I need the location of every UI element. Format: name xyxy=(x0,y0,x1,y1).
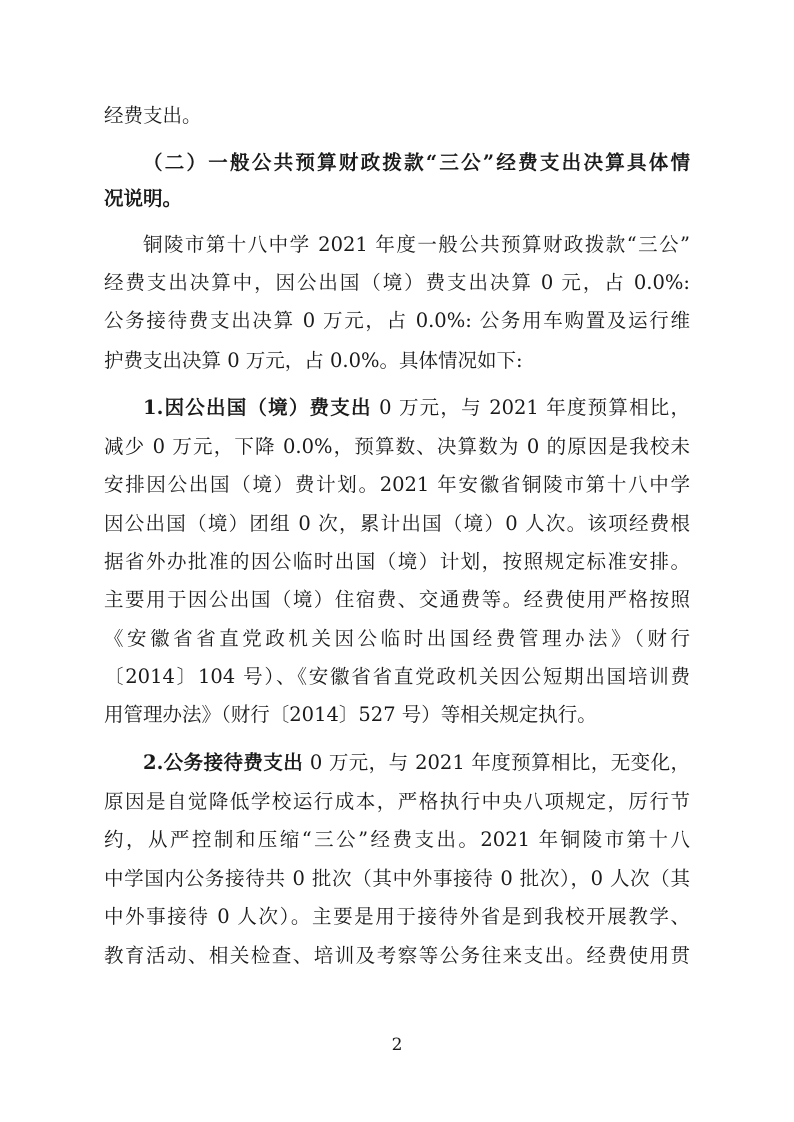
item-heading-2: 2.公务接待费支出 xyxy=(143,751,304,774)
paragraph-line: 中学国内公务接待共 0 批次（其中外事接待 0 批次），0 人次（其 xyxy=(104,867,690,890)
section-heading-line: （二）一般公共预算财政拨款“三公”经费支出决算具体情 xyxy=(143,151,690,174)
paragraph-line xyxy=(143,748,690,778)
paragraph-text: 0 万元，与 2021 年度预算相比，无变化， xyxy=(309,751,691,774)
paragraph-text: 0 万元，与 2021 年度预算相比， xyxy=(379,396,691,419)
paragraph-line: 减少 0 万元，下降 0.0%，预算数、决算数为 0 的原因是我校未 xyxy=(104,435,690,458)
paragraph-line: 《安徽省省直党政机关因公临时出国经费管理办法》（财行 xyxy=(104,627,690,650)
item-heading-1: 1.因公出国（境）费支出 xyxy=(143,396,372,419)
page-number: 2 xyxy=(391,1035,403,1055)
paragraph-line xyxy=(143,393,690,423)
paragraph-line: 护费支出决算 0 万元，占 0.0%。具体情况如下: xyxy=(104,349,523,372)
paragraph-line: 〔2014〕104 号）、《安徽省省直党政机关因公短期出国培训费 xyxy=(104,665,690,688)
paragraph-line: 约，从严控制和压缩“三公”经费支出。2021 年铜陵市第十八 xyxy=(104,828,690,851)
paragraph-line: 用管理办法》（财行〔2014〕527 号）等相关规定执行。 xyxy=(104,703,597,726)
paragraph-line: 公务接待费支出决算 0 万元，占 0.0%: 公务用车购置及运行维 xyxy=(104,309,690,332)
paragraph-line: 安排因公出国（境）费计划。2021 年安徽省铜陵市第十八中学 xyxy=(104,473,690,496)
paragraph-line: 经费支出。 xyxy=(104,104,202,127)
paragraph-line: 中外事接待 0 人次）。主要是用于接待外省是到我校开展教学、 xyxy=(104,905,690,928)
section-heading-line: 况说明。 xyxy=(104,187,183,210)
paragraph-line: 主要用于因公出国（境）住宿费、交通费等。经费使用严格按照 xyxy=(104,588,690,611)
paragraph-line: 据省外办批准的因公临时出国（境）计划，按照规定标准安排。 xyxy=(104,550,690,573)
paragraph-line: 铜陵市第十八中学 2021 年度一般公共预算财政拨款“三公” xyxy=(143,233,690,256)
paragraph-line: 教育活动、相关检查、培训及考察等公务往来支出。经费使用贯 xyxy=(104,944,690,967)
paragraph-line: 因公出国（境）团组 0 次，累计出国（境）0 人次。该项经费根 xyxy=(104,512,690,535)
paragraph-line: 原因是自觉降低学校运行成本，严格执行中央八项规定，厉行节 xyxy=(104,790,690,813)
paragraph-line: 经费支出决算中，因公出国（境）费支出决算 0 元，占 0.0%: xyxy=(104,271,690,294)
